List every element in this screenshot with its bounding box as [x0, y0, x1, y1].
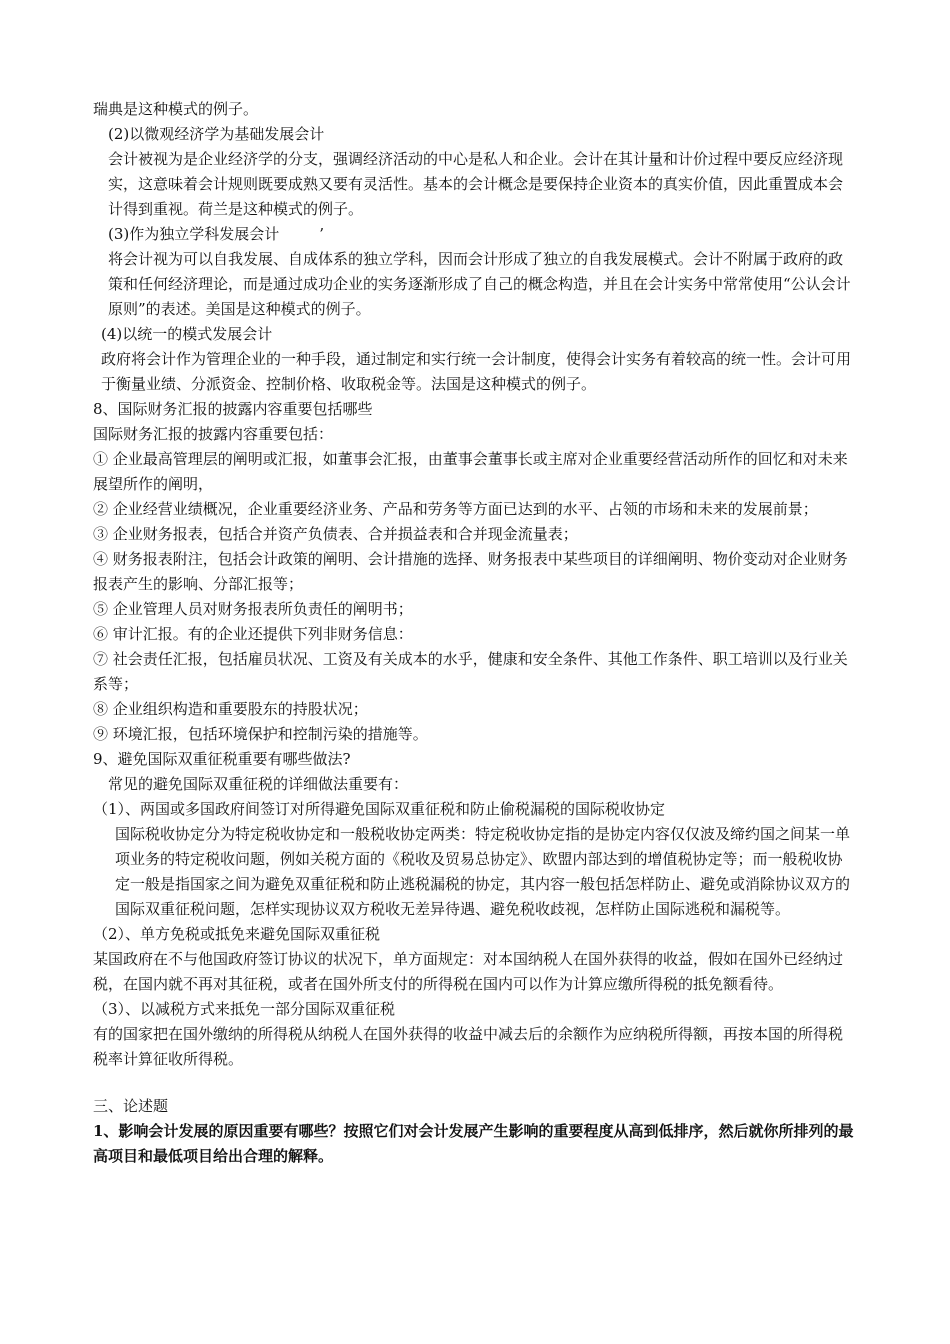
paragraph: 国际税收协定分为特定税收协定和一般税收协定两类：特定税收协定指的是协定内容仅仅波及缔约国之间某一单项业务的特定税收问题，例如关税方面的《税收及贸易总协定》、欧盟内部达到的增值税协定等；而一般税收协定一般是指国家之间为避免双重征税和防止逃税漏税的协定，其内容一般包括怎样防止、避免或消除协议双方的国际双重征税问题，怎样实现协议双方税收无差异待遇、避免税收歧视，怎样防止国际逃税和漏税等。 — [115, 825, 851, 918]
subheading: (2)以微观经济学为基础发展会计 — [108, 125, 325, 143]
blank-line — [93, 1072, 857, 1094]
section-heading: 三、论述题 — [93, 1097, 169, 1115]
list-item: ⑦ 社会责任汇报，包括雇员状况、工资及有关成本的水乎，健康和安全条件、其他工作条件、职工培训以及行业关系等； — [93, 650, 848, 693]
list-item: ③ 企业财务报表，包括合并资产负债表、合并损益表和合并现金流量表； — [93, 525, 578, 543]
paragraph: 瑞典是这种模式的例子。 — [93, 100, 259, 118]
list-item: ④ 财务报表附注，包括会计政策的阐明、会计措施的选择、财务报表中某些项目的详细阐明、物价变动对企业财务报表产生的影响、分部汇报等； — [93, 550, 848, 593]
paragraph: 国际财务汇报的披露内容重要包括： — [93, 425, 334, 443]
subheading: （1）、两国或多国政府间签订对所得避免国际双重征税和防止偷税漏税的国际税收协定 — [93, 800, 666, 818]
paragraph: 会计被视为是企业经济学的分支，强调经济活动的中心是私人和企业。会计在其计量和计价过程中要反应经济现实，这意味着会计规则既要成熟又要有灵活性。基本的会计概念是要保持企业资本的真实价值，因此重置成本会计得到重视。荷兰是这种模式的例子。 — [108, 150, 844, 218]
stray-mark: ’ — [319, 225, 325, 243]
subheading: （2）、单方免税或抵免来避免国际双重征税 — [93, 925, 381, 943]
paragraph: 将会计视为可以自我发展、自成体系的独立学科，因而会计形成了独立的自我发展模式。会计不附属于政府的政策和任何经济理论，而是通过成功企业的实务逐渐形成了自己的概念构造，并且在会计实务中常常使用“公认会计原则”的表述。美国是这种模式的例子。 — [108, 250, 851, 318]
question-heading: 8、国际财务汇报的披露内容重要包括哪些 — [93, 400, 373, 418]
list-item: ⑧ 企业组织构造和重要股东的持股状况； — [93, 700, 368, 718]
paragraph: 政府将会计作为管理企业的一种手段，通过制定和实行统一会计制度，使得会计实务有着较高的统一性。会计可用于衡量业绩、分派资金、控制价格、收取税金等。法国是这种模式的例子。 — [101, 350, 852, 393]
paragraph: 某国政府在不与他国政府签订协议的状况下，单方面规定：对本国纳税人在国外获得的收益，假如在国外已经纳过税，在国内就不再对其征税，或者在国外所支付的所得税在国内可以作为计算应缴所得税的抵免额看待。 — [93, 950, 844, 993]
list-item: ② 企业经营业绩概况，企业重要经济业务、产品和劳务等方面已达到的水平、占领的市场和未来的发展前景； — [93, 500, 818, 518]
subheading — [93, 222, 857, 247]
paragraph: 有的国家把在国外缴纳的所得税从纳税人在国外获得的收益中减去后的余额作为应纳税所得额，再按本国的所得税税率计算征收所得税。 — [93, 1025, 844, 1068]
document-page — [93, 97, 857, 1169]
list-item: ⑨ 环境汇报，包括环境保护和控制污染的措施等。 — [93, 725, 428, 743]
paragraph: 常见的避免国际双重征税的详细做法重要有： — [108, 775, 409, 793]
list-item: ⑤ 企业管理人员对财务报表所负责任的阐明书； — [93, 600, 413, 618]
subheading: （3）、以减税方式来抵免一部分国际双重征税 — [93, 1000, 396, 1018]
list-item: ⑥ 审计汇报。有的企业还提供下列非财务信息： — [93, 625, 413, 643]
list-item: ① 企业最高管理层的阐明或汇报，如董事会汇报，由董事会董事长或主席对企业重要经营活动所作的回忆和对未来展望所作的阐明， — [93, 450, 848, 493]
essay-question: 1、影响会计发展的原因重要有哪些？按照它们对会计发展产生影响的重要程度从高到低排序，然后就你所排列的最高项目和最低项目给出合理的解释。 — [93, 1122, 854, 1165]
subheading-text: (3)作为独立学科发展会计 — [108, 225, 280, 243]
question-heading: 9、避免国际双重征税重要有哪些做法? — [93, 750, 351, 768]
subheading: (4)以统一的模式发展会计 — [101, 325, 273, 343]
